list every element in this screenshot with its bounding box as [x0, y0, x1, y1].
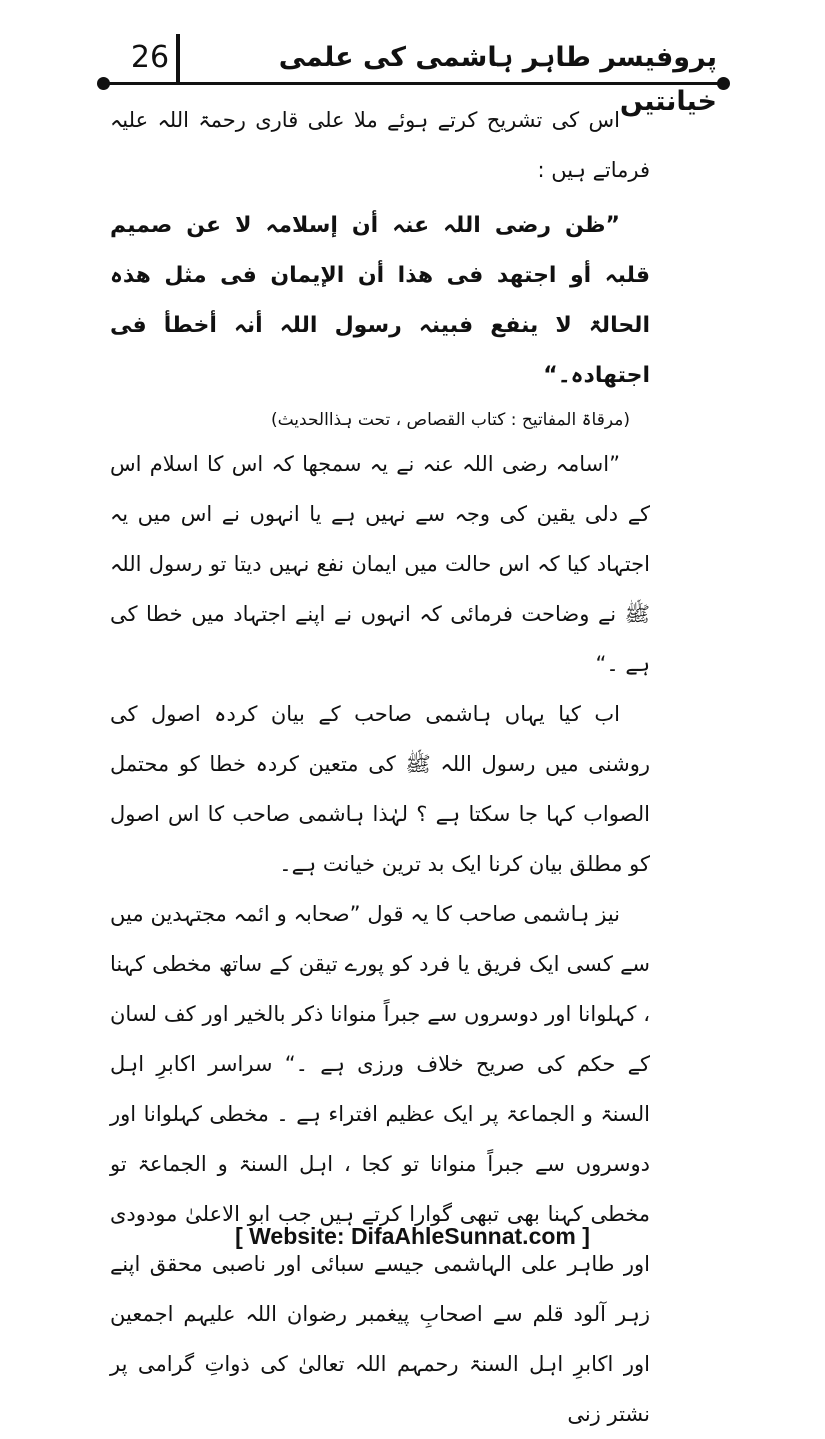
- header-rule-left-dot: [97, 77, 110, 90]
- reference-citation: (مرقاۃ المفاتیح : کتاب القصاص ، تحت ہذاالحدیث): [270, 410, 630, 430]
- header-divider: [176, 34, 180, 84]
- arabic-quote: ”ظن رضی اللہ عنہ أن إسلامہ لا عن صمیم قلبہ أو اجتھد فی ھذا أن الإیمان فی مثل ھذہ الحالۃ لا ینفع فبینہ رسول اللہ أنہ أخطأ فی اجتھادہ۔“: [110, 213, 650, 388]
- footer-website: [ Website: DifaAhleSunnat.com ]: [235, 1223, 590, 1249]
- translation-paragraph: ”اسامہ رضی اللہ عنہ نے یہ سمجھا کہ اس کا اسلام اس کے دلی یقین کی وجہ سے نہیں ہے یا انہوں نے اس میں یہ اجتہاد کیا کہ اس حالت میں ایمان نفع نہیں دیتا تو رسول اللہ ﷺ نے وضاحت فرمائی کہ انہوں نے اپنے اجتہاد میں خطا کی ہے ۔“: [110, 452, 650, 676]
- page-number: 26: [130, 40, 170, 75]
- page-header: [0, 0, 825, 117]
- book-title: پروفیسر طاہر ہاشمی کی علمی خیانتیں: [278, 42, 717, 117]
- body-paragraph-1: اب کیا یہاں ہاشمی صاحب کے بیان کردہ اصول کی روشنی میں رسول اللہ ﷺ کی متعین کردہ خطا کو محتمل الصواب کہا جا سکتا ہے ؟ لہٰذا ہاشمی صاحب کا اس اصول کو مطلق بیان کرنا ایک بد ترین خیانت ہے۔: [110, 702, 650, 876]
- body-paragraph-2: نیز ہاشمی صاحب کا یہ قول ”صحابہ و ائمہ مجتہدین میں سے کسی ایک فریق یا فرد کو پورے تیقن کے ساتھ مخطی کہنا ، کہلوانا اور دوسروں سے جبراً منوانا ذکر بالخیر اور کف لسان کے حکم کی صریح خلاف ورزی ہے ۔“ سراسر اکابرِ اہل السنۃ و الجماعۃ پر ایک عظیم افتراء ہے ۔ مخطی کہلوانا اور دوسروں سے جبراً منوانا تو کجا ، اہل السنۃ و الجماعۃ تو مخطی کہنا بھی تبھی گوارا کرتے ہیں جب ابو الاعلیٰ مودودی اور طاہر علی الہاشمی جیسے سبائی اور ناصبی محقق اپنے زہر آلود قلم سے اصحابِ پیغمبر رضوان اللہ علیہم اجمعین اور اکابرِ اہل السنۃ رحمہم اللہ تعالیٰ کی ذواتِ گرامی پر نشتر زنی: [110, 902, 650, 1426]
- intro-paragraph: اس کی تشریح کرتے ہوئے ملا علی قاری رحمۃ اللہ علیہ فرماتے ہیں :: [110, 108, 650, 182]
- header-rule-right-dot: [717, 77, 730, 90]
- header-rule: [104, 82, 724, 85]
